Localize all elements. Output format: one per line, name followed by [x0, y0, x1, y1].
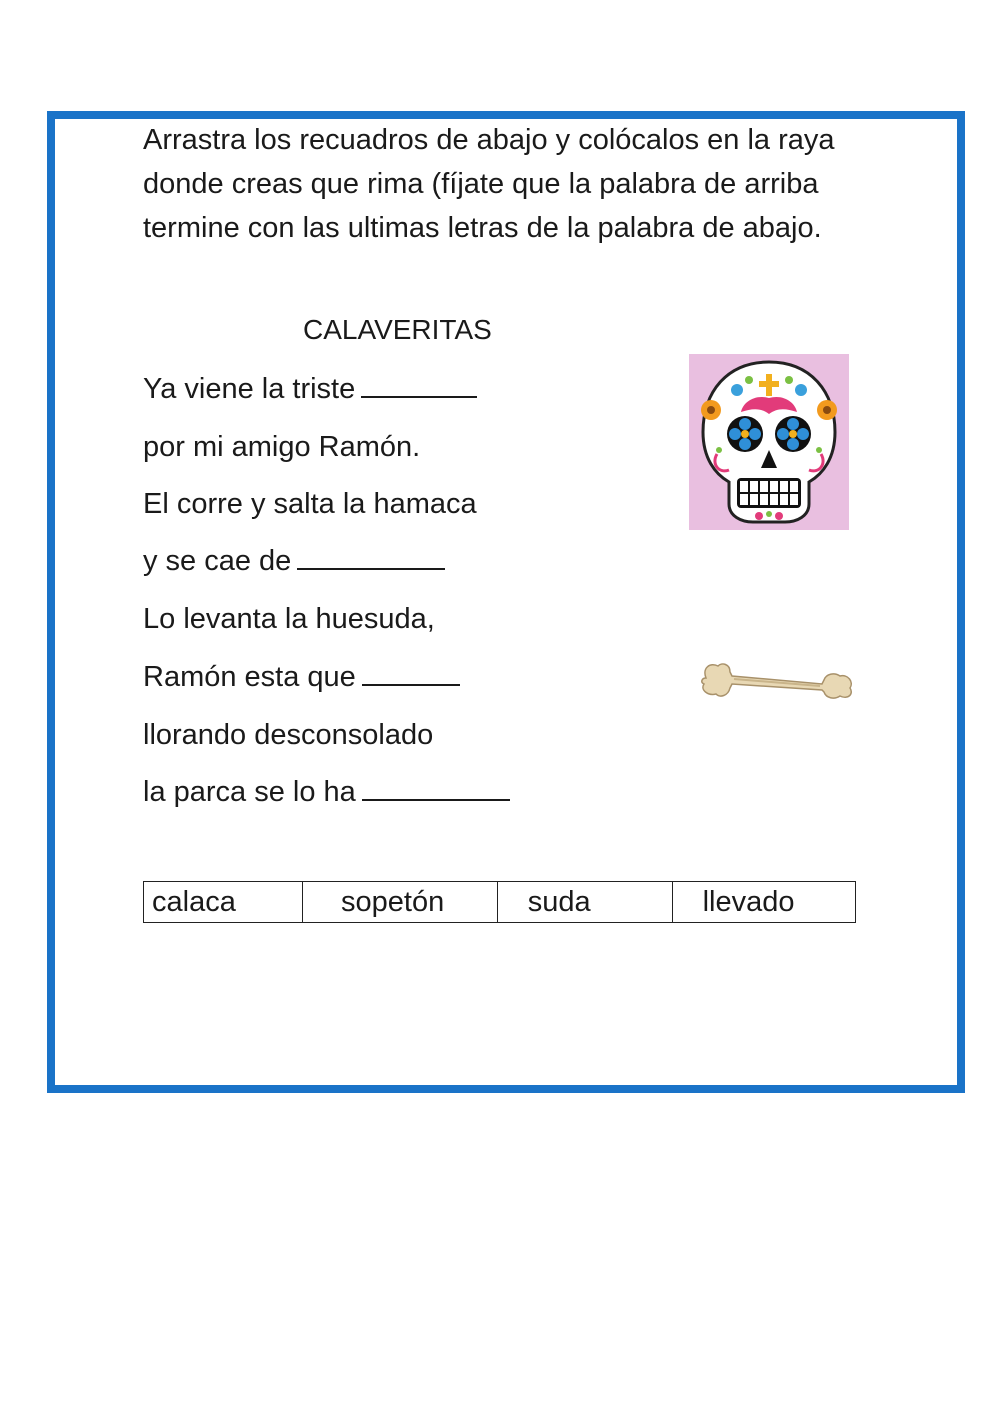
answer-blank-2[interactable]: [297, 541, 445, 570]
poem-line-text: llorando desconsolado: [143, 719, 434, 751]
poem-line-text: la parca se lo ha: [143, 776, 356, 808]
poem-line-text: por mi amigo Ramón.: [143, 431, 421, 463]
poem-line-8: [143, 772, 510, 812]
word-card-suda[interactable]: [497, 882, 672, 923]
poem-line-6: [143, 657, 460, 697]
word-card-label: llevado: [702, 885, 795, 918]
word-card-label: sopetón: [341, 885, 445, 918]
poem-line-7: [143, 715, 433, 755]
word-card-llevado[interactable]: [672, 882, 855, 923]
poem-line-3: [143, 484, 477, 524]
poem-line-text: y se cae de: [143, 545, 292, 577]
bone-icon: [692, 658, 858, 702]
answer-blank-1[interactable]: [361, 369, 477, 398]
instructions-text: Arrastra los recuadros de abajo y colócalos en la raya donde creas que rima (fíjate que la palabra de arriba termine con las ultimas letras de la palabra de abajo.: [143, 124, 835, 244]
word-card-sopeton[interactable]: [303, 882, 498, 923]
answer-blank-3[interactable]: [362, 657, 460, 686]
sugar-skull-icon: [689, 354, 849, 530]
poem-line-4: [143, 541, 445, 581]
word-card-label: suda: [527, 885, 591, 918]
word-bank: [143, 881, 856, 923]
poem-line-2: [143, 427, 420, 467]
poem-line-1: [143, 369, 477, 409]
poem-line-text: El corre y salta la hamaca: [143, 488, 477, 520]
word-card-label: calaca: [152, 885, 236, 918]
poem-line-text: Ramón esta que: [143, 661, 356, 693]
answer-blank-4[interactable]: [362, 772, 510, 801]
word-card-calaca[interactable]: [144, 882, 303, 923]
page-title: CALAVERITAS: [303, 314, 492, 345]
poem-line-text: Lo levanta la huesuda,: [143, 603, 435, 635]
poem-line-text: Ya viene la triste: [143, 373, 356, 405]
poem-line-5: [143, 599, 435, 639]
